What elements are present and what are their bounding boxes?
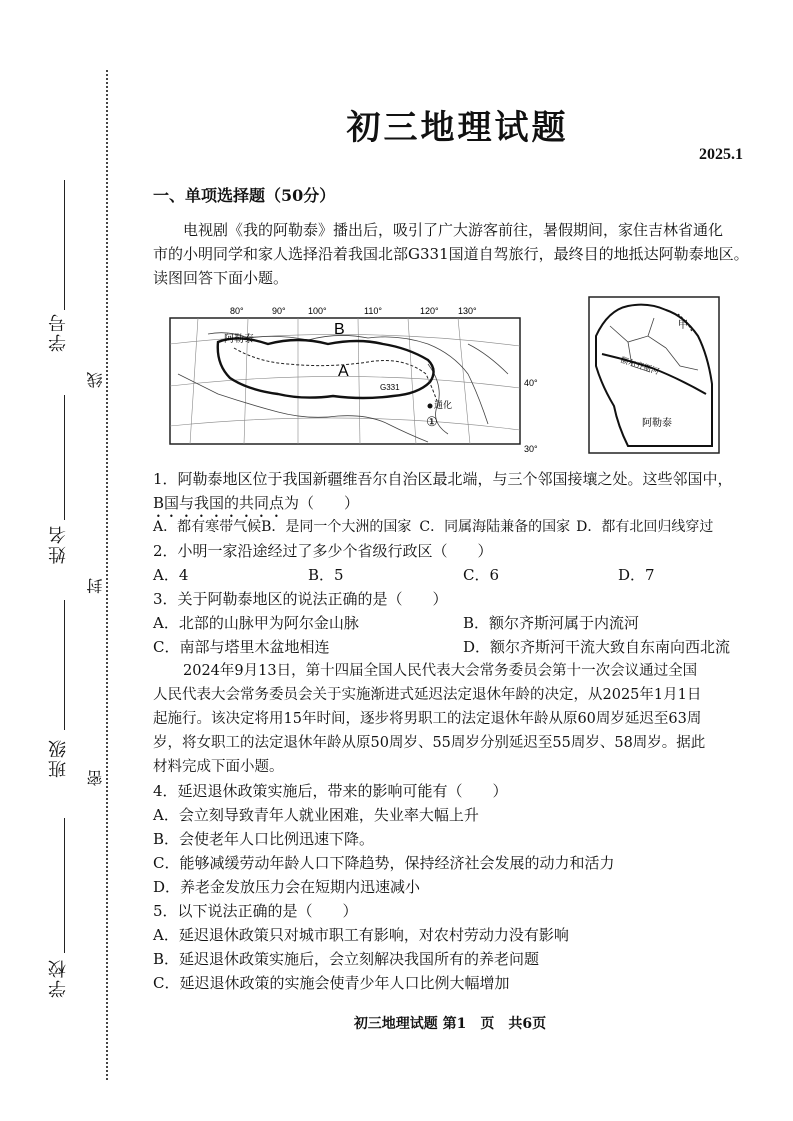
intro2-line: 2024年9月13日，第十四届全国人民代表大会常务委员会第十一次会议通过全国: [183, 663, 698, 679]
map-label-b: B: [334, 321, 345, 338]
name-line: [64, 395, 65, 520]
page-footer: 初三地理试题 第1 页 共6页: [353, 1016, 547, 1032]
section-heading: 一、单项选择题（50分）: [153, 186, 336, 205]
name-label: 姓名: [48, 524, 69, 564]
q4-option-d[interactable]: D．养老金发放压力会在短期内迅速减小: [153, 878, 421, 896]
question-2-stem: 2．小明一家沿途经过了多少个省级行政区（ ）: [153, 542, 493, 560]
intro1-line: 读图回答下面小题。: [153, 269, 289, 287]
map-label-road: G331: [380, 383, 400, 392]
question-1-stem-line1: 1．阿勒泰地区位于我国新疆维吾尔自治区最北端，与三个邻国接壤之处。这些邻国中，: [153, 470, 733, 488]
question-2-options: [153, 563, 655, 587]
intro2-line: 岁，将女职工的法定退休年龄从原50周岁、55周岁分别延迟至55周岁、58周岁。据此: [153, 735, 706, 751]
intro1-line: 市的小明同学和家人选择沿着我国北部G331国道自驾旅行，最终目的地抵达阿勒泰地区。: [153, 245, 749, 263]
question-3-options-row2: [153, 635, 730, 659]
q1-option-b[interactable]: B．是同一个大洲的国家: [261, 519, 412, 535]
intro-passage-1: [153, 218, 753, 290]
q1-option-d[interactable]: D．都有北回归线穿过: [576, 519, 714, 535]
question-4-stem: 4．延迟退休政策实施后，带来的影响可能有（ ）: [153, 782, 508, 800]
lon-label: 80°: [230, 306, 244, 316]
lon-label: 90°: [272, 306, 286, 316]
lat-label: 40°: [524, 378, 538, 388]
lon-label: 120°: [420, 306, 439, 316]
intro2-line: 人民代表大会常务委员会关于实施渐进式延迟法定退休年龄的决定，从2025年1月1日: [153, 687, 702, 703]
map2-label-river: 额尔齐斯河: [619, 355, 661, 377]
exam-date: 2025.1: [699, 146, 743, 163]
question-3-stem: 3．关于阿勒泰地区的说法正确的是（ ）: [153, 590, 448, 608]
q5-option-c[interactable]: C．延迟退休政策的实施会使青少年人口比例大幅增加: [153, 974, 510, 992]
intro1-line: 电视剧《我的阿勒泰》播出后，吸引了广大游客前往，暑假期间，家住吉林省通化: [183, 221, 724, 239]
intro2-line: 材料完成下面小题。: [153, 759, 284, 775]
route-map: [168, 304, 548, 454]
tonghua-dot: [428, 404, 433, 409]
lon-label: 130°: [458, 306, 477, 316]
school-line: [64, 818, 65, 953]
q3-option-c[interactable]: C．南部与塔里木盆地相连: [153, 638, 330, 656]
q2-option-a[interactable]: A．4: [153, 566, 189, 584]
q2-option-d[interactable]: D．7: [618, 566, 655, 584]
student-id-label: 学号: [48, 312, 69, 352]
question-1-options: [153, 515, 713, 539]
map-label-circle1: ①: [426, 414, 438, 429]
intro-passage-2: [153, 659, 773, 779]
map2-label-altay: 阿勒泰: [642, 418, 672, 429]
q4-option-a[interactable]: A．会立刻导致青年人就业困难，失业率大幅上升: [153, 806, 479, 824]
seal-mark-mi: 密: [86, 770, 105, 786]
map-label-altay: 阿勒泰: [224, 334, 254, 345]
class-label: 班级: [48, 738, 69, 778]
altay-region-map: [588, 296, 720, 454]
intro2-line: 起施行。该决定将用15年时间，逐步将男职工的法定退休年龄从原60周岁延迟至63周: [153, 711, 702, 727]
q1-option-a[interactable]: A．都有寒带气候: [153, 519, 262, 535]
q5-option-a[interactable]: A．延迟退休政策只对城市职工有影响，对农村劳动力没有影响: [153, 926, 569, 944]
class-line: [64, 600, 65, 730]
emphasized-text: B国与我国的共同点: [153, 494, 285, 512]
q3-option-a[interactable]: A．北部的山脉甲为阿尔金山脉: [153, 614, 359, 632]
lon-label: 100°: [308, 306, 327, 316]
school-label: 学校: [48, 958, 69, 998]
seal-mark-xian: 线: [86, 372, 105, 388]
lat-label: 30°: [524, 444, 538, 454]
map-label-tonghua: 通化: [434, 400, 453, 410]
map-label-a: A: [338, 363, 349, 380]
student-id-line: [64, 180, 65, 310]
question-5-stem: 5．以下说法正确的是（ ）: [153, 902, 358, 920]
q2-option-c[interactable]: C．6: [463, 566, 500, 584]
q4-option-c[interactable]: C．能够减缓劳动年龄人口下降趋势，保持经济社会发展的动力和活力: [153, 854, 615, 872]
q1-option-c[interactable]: C．同属海陆兼备的国家: [419, 519, 571, 535]
q3-option-b[interactable]: B．额尔齐斯河属于内流河: [463, 614, 640, 632]
map2-label-jia: 甲: [678, 320, 688, 331]
q2-option-b[interactable]: B．5: [308, 566, 344, 584]
q3-option-d[interactable]: D．额尔齐斯河干流大致自东南向西北流: [463, 638, 731, 656]
page-title: 初三地理试题: [346, 108, 569, 148]
question-3-options-row1: [153, 611, 639, 635]
q4-option-b[interactable]: B．会使老年人口比例迅速下降。: [153, 830, 375, 848]
binding-dotted-line: [106, 70, 108, 1080]
lon-label: 110°: [364, 306, 382, 316]
question-1-stem-rest: 为（ ）: [284, 494, 360, 512]
seal-mark-feng: 封: [86, 578, 105, 594]
q5-option-b[interactable]: B．延迟退休政策实施后，会立刻解决我国所有的养老问题: [153, 950, 540, 968]
